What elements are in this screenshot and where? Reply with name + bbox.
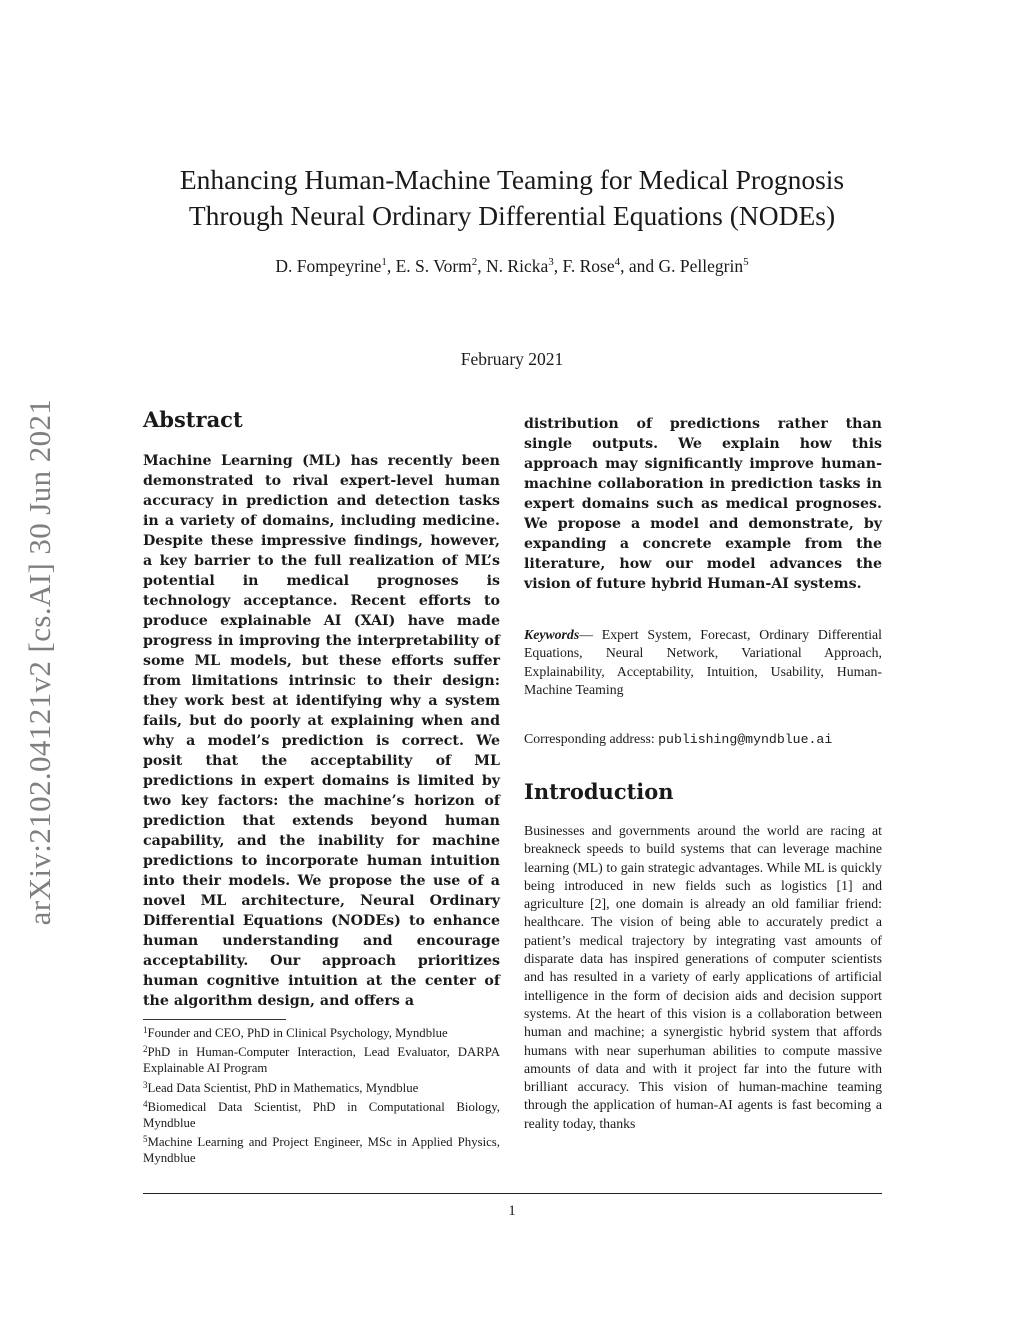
keywords (524, 626, 882, 699)
corresponding-label: Corresponding address: (524, 731, 655, 746)
author-2-mark: 2 (471, 256, 478, 268)
footnote-divider (143, 1019, 286, 1020)
footnote-5 (143, 1131, 500, 1166)
author-1-mark: 1 (381, 256, 387, 268)
author-4-mark: 4 (614, 256, 621, 268)
abstract-text-part-1: Machine Learning (ML) has recently been demonstrated to rival expert-level human accuracy in prediction and detection tasks in a variety of domains, including medicine. Despite these impressive findings, however, a key barrier to the full realization of ML’s potential in medical prognoses is technology acceptance. Recent efforts to produce explainable AI (XAI) have made progress in improving the interpretability of some ML models, but these efforts suffer from limitations intrinsic to their design: they work best at identifying why a system fails, but do poorly at explaining when and why a model’s prediction is correct. We posit that the acceptability of ML predictions in expert domains is limited by two key factors: the machine’s horizon of prediction that extends beyond human capability, and the inability for machine predictions to incorporate human intuition into their models. We propose the use of a novel ML architecture, Neural Ordinary Differential Equations (NODEs) to enhance human understanding and encourage acceptability. Our approach prioritizes human cognitive intuition at the center of the algorithm design, and offers a (143, 453, 500, 1009)
keywords-label: Keywords (524, 627, 580, 642)
author-5: G. Pellegrin (658, 256, 744, 276)
author-3: N. Ricka (486, 256, 549, 276)
footnote-2-text: PhD in Human-Computer Interaction, Lead Evaluator, DARPA Explainable AI Program (143, 1045, 500, 1076)
introduction-heading: Introduction (524, 779, 674, 804)
footnote-2 (143, 1041, 500, 1076)
introduction-text: Businesses and governments around the world are racing at breakneck speeds to build systems that can leverage machine learning (ML) to gain strategic advantages. While ML is quickly being introduced in new fields such as logistics [1] and agriculture [2], one domain is already an old familiar friend: healthcare. The vision of being able to accurately predict a patient’s medical trajectory by integrating vast amounts of disparate data has inspired generations of computer scientists and has resulted in a variety of early applications of artificial intelligence in the form of decision aids and decision support systems. At the heart of this vision is a collaboration between human and machine; a synergistic hybrid system that affords humans with near superhuman abilities to compute massive amounts of data and with it project far into the future with brilliant accuracy. This vision of human-machine teaming through the application of human-AI agents is fast becoming a reality today, thanks (524, 823, 882, 1131)
corresponding-address (524, 731, 882, 747)
arxiv-side-stamp: arXiv:2102.04121v2 [cs.AI] 30 Jun 2021 (22, 398, 57, 926)
author-conjunction: and (628, 256, 655, 276)
footnote-4-text: Biomedical Data Scientist, PhD in Computational Biology, Myndblue (143, 1099, 500, 1131)
footnote-4-mark: 4 (143, 1098, 148, 1109)
footnotes (143, 1022, 500, 1167)
footnote-4 (143, 1096, 500, 1131)
footnote-3-text: Lead Data Scientist, PhD in Mathematics, Myndblue (147, 1080, 419, 1095)
footnote-1 (143, 1022, 500, 1041)
page-bottom-rule (143, 1193, 882, 1194)
page-number: 1 (508, 1203, 516, 1219)
footnote-3-mark: 3 (143, 1079, 148, 1090)
abstract-heading: Abstract (143, 407, 243, 432)
footnote-1-mark: 1 (143, 1025, 148, 1035)
author-1: D. Fompeyrine (275, 256, 382, 276)
author-5-mark: 5 (743, 256, 749, 268)
footnote-1-text: Founder and CEO, PhD in Clinical Psychology, Myndblue (147, 1026, 448, 1040)
author-4: F. Rose (562, 256, 615, 276)
keywords-text: — Expert System, Forecast, Ordinary Differential Equations, Neural Network, Variational Approach, Explainability, Acceptability, Intuition, Usability, Human-Machine Teaming (524, 627, 882, 697)
footnote-2-mark: 2 (143, 1044, 148, 1055)
author-3-mark: 3 (548, 256, 554, 268)
paper-title (0, 162, 1024, 234)
publication-date: February 2021 (460, 349, 564, 369)
corresponding-email-link[interactable]: publishing@myndblue.ai (658, 732, 833, 747)
footnote-3 (143, 1077, 500, 1096)
author-list: D. Fompeyrine$^1$, E. S. Vorm$^2$, N. Ricka$^3$, F. Rose$^4$, and G. Pellegrin$^5$ (275, 256, 749, 276)
footnote-5-text: Machine Learning and Project Engineer, MSc in Applied Physics, Myndblue (143, 1135, 500, 1166)
title-line-1: Enhancing Human-Machine Teaming for Medical Prognosis (179, 164, 845, 195)
footnote-5-mark: 5 (143, 1134, 148, 1145)
author-2: E. S. Vorm (395, 256, 472, 276)
abstract-text-part-2: distribution of predictions rather than single outputs. We explain how this approach may significantly improve human-machine collaboration in prediction tasks in expert domains such as medical prognoses. We propose a model and demonstrate, by expanding a concrete example from the literature, how our model advances the vision of future hybrid Human-AI systems. (524, 416, 882, 592)
title-line-2: Through Neural Ordinary Differential Equations (NODEs) (188, 200, 836, 231)
